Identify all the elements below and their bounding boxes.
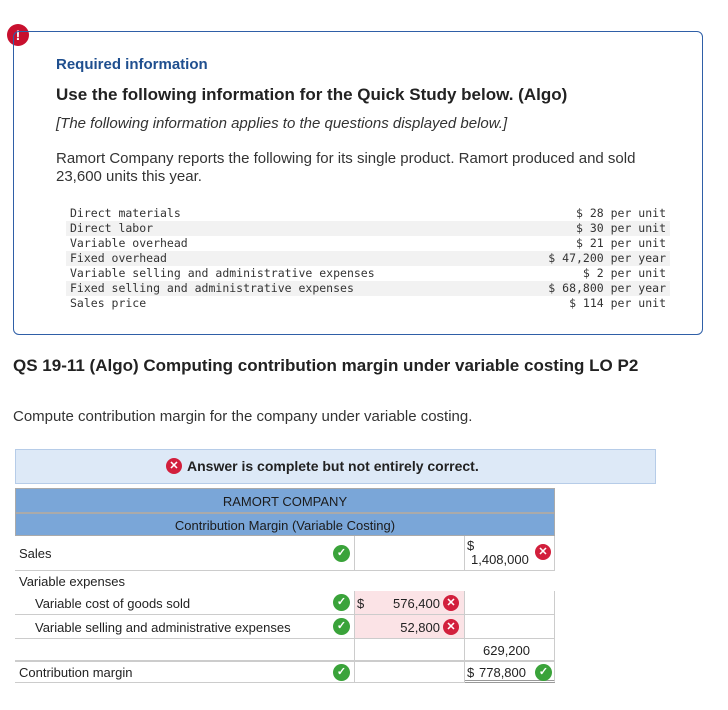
vcogs-label-cell[interactable] [15, 591, 355, 615]
contribution-margin-row [15, 661, 555, 683]
row-label: Variable overhead [70, 236, 188, 250]
row-label: Fixed selling and administrative expenses [66, 281, 497, 296]
vcogs-label: Variable cost of goods sold [35, 596, 191, 611]
variable-expenses-row [15, 571, 555, 591]
cost-data-table [66, 206, 670, 311]
table-row [66, 266, 670, 281]
cm-amount: 778,800 [479, 665, 526, 680]
question-title: QS 19-11 (Algo) Computing contribution margin under variable costing LO P2 [13, 356, 639, 375]
company-name-header: RAMORT COMPANY [15, 488, 555, 513]
vcogs-row [15, 591, 555, 615]
row-value: $ 68,800 per year [497, 281, 670, 296]
correct-icon: ✓ [333, 594, 350, 611]
dollar-sign: $ [467, 665, 475, 680]
row-label: Direct labor [66, 221, 497, 236]
cm-label: Contribution margin [19, 665, 133, 680]
incorrect-icon: ✕ [535, 544, 551, 560]
row-label: Direct materials [70, 206, 181, 220]
row-value: $ 114 per unit [569, 296, 666, 310]
incorrect-icon: ✕ [166, 458, 182, 474]
alert-icon: ! [7, 24, 29, 46]
vsa-col-b[interactable] [465, 615, 555, 639]
sales-label: Sales [19, 546, 52, 561]
applies-note: [The following information applies to the questions displayed below.] [56, 115, 508, 132]
table-row [66, 251, 670, 266]
sales-amount: 1,408,000 [471, 552, 529, 567]
sales-row [15, 536, 555, 571]
row-value: $ 47,200 per year [497, 251, 670, 266]
row-value: $ 28 per unit [575, 206, 666, 220]
row-value: $ 2 per unit [582, 266, 666, 280]
question-prompt: Compute contribution margin for the company under variable costing. [13, 408, 473, 425]
correct-icon: ✓ [333, 545, 350, 562]
sales-amount-cell[interactable] [465, 536, 555, 571]
vcogs-col-b[interactable] [465, 591, 555, 615]
row-value: $ 21 per unit [575, 236, 666, 250]
total-variable-amount-cell[interactable] [465, 639, 555, 661]
vsa-amount-cell[interactable] [355, 615, 465, 639]
table-row [66, 206, 670, 221]
cm-amount-cell[interactable] [465, 661, 555, 683]
answer-status-text: Answer is complete but not entirely correct. [187, 458, 479, 474]
total-variable-amount: 629,200 [483, 643, 530, 658]
total-variable-row [15, 639, 555, 661]
correct-icon: ✓ [333, 664, 350, 681]
statement-title-header: Contribution Margin (Variable Costing) [15, 513, 555, 536]
table-row [66, 296, 670, 311]
vsa-label: Variable selling and administrative expenses [35, 620, 291, 635]
total-variable-col-a[interactable] [355, 639, 465, 661]
vsa-row [15, 615, 555, 639]
incorrect-icon: ✕ [443, 595, 459, 611]
dollar-sign: $ [467, 538, 475, 553]
dollar-sign: $ [357, 596, 365, 611]
required-info-title: Required information [56, 56, 208, 73]
cm-col-a[interactable] [355, 661, 465, 683]
row-label: Fixed overhead [66, 251, 497, 266]
sales-label-cell[interactable] [15, 536, 355, 571]
row-label: Variable selling and administrative expenses [70, 266, 375, 280]
use-info-heading: Use the following information for the Quick Study below. (Algo) [56, 85, 568, 104]
vcogs-amount-cell[interactable] [355, 591, 465, 615]
intro-text: Ramort Company reports the following for its single product. Ramort produced and sold 23,600 units this year. [56, 150, 636, 185]
cm-label-cell[interactable] [15, 661, 355, 683]
vsa-amount: 52,800 [400, 620, 440, 635]
row-value: $ 30 per unit [497, 221, 670, 236]
incorrect-icon: ✕ [443, 619, 459, 635]
table-row [66, 221, 670, 236]
correct-icon: ✓ [333, 618, 350, 635]
correct-icon: ✓ [535, 664, 552, 681]
sales-col-a[interactable] [355, 536, 465, 571]
answer-status [166, 458, 479, 474]
row-label: Sales price [70, 296, 147, 310]
table-row [66, 281, 670, 296]
vsa-label-cell[interactable] [15, 615, 355, 639]
total-variable-label-cell[interactable] [15, 639, 355, 661]
variable-expenses-label: Variable expenses [19, 574, 125, 589]
vcogs-amount: 576,400 [393, 596, 440, 611]
table-row [66, 236, 670, 251]
variable-expenses-label-cell [15, 571, 555, 591]
